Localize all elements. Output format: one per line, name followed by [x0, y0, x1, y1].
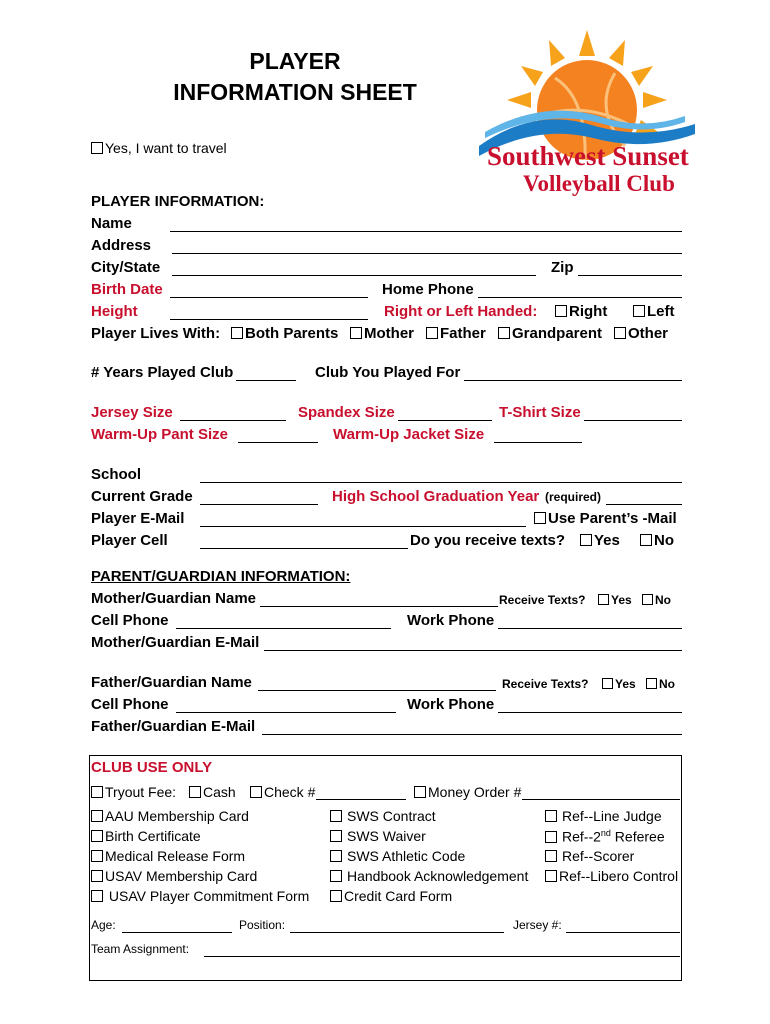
travel-checkbox[interactable] [91, 142, 103, 154]
page-title-line1: PLAYER [249, 48, 341, 74]
usav-commitment-option[interactable] [91, 888, 309, 904]
ref-2nd-referee-checkbox[interactable] [545, 831, 557, 843]
other-option[interactable] [614, 325, 668, 342]
check-number-field[interactable] [316, 799, 406, 800]
height-field[interactable] [170, 319, 368, 320]
medical-release-label: Medical Release Form [105, 848, 246, 864]
texts-no-checkbox[interactable] [640, 534, 652, 546]
mother-work-phone-field[interactable] [498, 628, 682, 629]
other-label: Other [628, 325, 669, 342]
grandparent-checkbox[interactable] [498, 327, 510, 339]
sws-contract-option[interactable] [330, 808, 436, 824]
ref-scorer-label: Ref--Scorer [562, 848, 635, 864]
medical-release-checkbox[interactable] [91, 850, 103, 862]
ref-2nd-superscript: nd [600, 828, 611, 838]
handbook-ack-option[interactable] [330, 868, 528, 884]
hs-grad-field[interactable] [606, 504, 682, 505]
years-club-field[interactable] [236, 380, 296, 381]
left-checkbox[interactable] [633, 305, 645, 317]
usav-commitment-checkbox[interactable] [91, 890, 103, 902]
mother-receive-texts-label: Receive Texts? [499, 593, 586, 607]
father-name-field[interactable] [258, 690, 496, 691]
father-texts-yes-label: Yes [615, 677, 636, 691]
mother-work-phone-label: Work Phone [407, 612, 495, 629]
spandex-size-label: Spandex Size [298, 404, 395, 421]
jersey-size-field[interactable] [180, 420, 286, 421]
father-texts-yes-checkbox[interactable] [602, 678, 613, 689]
city-state-label: City/State [91, 259, 161, 276]
tryout-fee-option[interactable] [91, 784, 176, 800]
ref-libero-label: Ref--Libero Control [559, 868, 679, 884]
school-field[interactable] [200, 482, 682, 483]
mother-texts-no-checkbox[interactable] [642, 594, 653, 605]
grandparent-label: Grandparent [512, 325, 603, 342]
address-field[interactable] [172, 253, 682, 254]
age-label: Age: [91, 918, 116, 932]
father-email-field[interactable] [262, 734, 682, 735]
mother-cell-label: Cell Phone [91, 612, 169, 629]
jersey-size-label: Jersey Size [91, 404, 173, 421]
father-work-phone-field[interactable] [498, 712, 682, 713]
travel-label: Yes, I want to travel [105, 140, 227, 156]
money-order-option[interactable] [414, 784, 521, 800]
sws-waiver-label: SWS Waiver [347, 828, 426, 844]
parent-info-heading: PARENT/GUARDIAN INFORMATION: [91, 568, 351, 585]
texts-yes-checkbox[interactable] [580, 534, 592, 546]
current-grade-label: Current Grade [91, 488, 193, 505]
position-field[interactable] [290, 932, 504, 933]
zip-label: Zip [551, 259, 574, 276]
grandparent-option[interactable] [498, 325, 602, 342]
logo-text-line2: Volleyball Club [523, 171, 675, 196]
ref-line-judge-checkbox[interactable] [545, 810, 557, 822]
warmup-pant-label: Warm-Up Pant Size [91, 426, 228, 443]
address-label: Address [91, 237, 152, 254]
mother-cell-field[interactable] [176, 628, 391, 629]
sws-athletic-code-checkbox[interactable] [330, 850, 342, 862]
usav-commitment-label: USAV Player Commitment Form [105, 888, 310, 904]
father-receive-texts-label: Receive Texts? [502, 677, 589, 691]
father-texts-yes-option[interactable] [602, 677, 636, 691]
credit-card-form-option[interactable] [330, 888, 452, 904]
tryout-fee-label: Tryout Fee: [105, 784, 177, 800]
position-label: Position: [239, 918, 286, 932]
ref-line-judge-option[interactable] [545, 808, 662, 824]
age-field[interactable] [122, 932, 232, 933]
cash-checkbox[interactable] [189, 786, 201, 798]
father-texts-no-checkbox[interactable] [646, 678, 657, 689]
receive-texts-question: Do you receive texts? [410, 532, 566, 549]
player-cell-label: Player Cell [91, 532, 168, 549]
mother-label: Mother [364, 325, 414, 342]
father-checkbox[interactable] [426, 327, 438, 339]
warmup-jacket-label: Warm-Up Jacket Size [333, 426, 485, 443]
mother-name-label: Mother/Guardian Name [91, 590, 257, 607]
city-state-field[interactable] [172, 275, 536, 276]
both-parents-checkbox[interactable] [231, 327, 243, 339]
team-assignment-field[interactable] [204, 956, 680, 957]
handed-label: Right or Left Handed: [384, 303, 538, 320]
player-info-heading: PLAYER INFORMATION: [91, 193, 265, 210]
home-phone-label: Home Phone [382, 281, 474, 298]
birth-date-field[interactable] [170, 297, 368, 298]
usav-card-checkbox[interactable] [91, 870, 103, 882]
sws-waiver-checkbox[interactable] [330, 830, 342, 842]
hs-grad-label: High School Graduation Year [332, 488, 540, 505]
mother-checkbox[interactable] [350, 327, 362, 339]
both-parents-option[interactable] [231, 325, 338, 342]
left-handed-option[interactable] [633, 303, 675, 320]
other-checkbox[interactable] [614, 327, 626, 339]
height-label: Height [91, 303, 138, 320]
page-title-line2: INFORMATION SHEET [173, 79, 417, 105]
cash-label: Cash [203, 784, 236, 800]
sws-contract-label: SWS Contract [347, 808, 436, 824]
ref-libero-option[interactable] [545, 868, 678, 884]
birth-certificate-label: Birth Certificate [105, 828, 201, 844]
birth-certificate-checkbox[interactable] [91, 830, 103, 842]
father-texts-no-option[interactable] [646, 677, 675, 691]
mother-texts-yes-checkbox[interactable] [598, 594, 609, 605]
ref-libero-checkbox[interactable] [545, 870, 557, 882]
father-label: Father [440, 325, 486, 342]
texts-yes-option[interactable] [580, 532, 620, 549]
player-email-label: Player E-Mail [91, 510, 185, 527]
club-logo [475, 28, 700, 203]
mother-name-field[interactable] [260, 606, 498, 607]
aau-card-option[interactable] [91, 808, 249, 824]
use-parents-email-label: Use Parent’s -Mail [548, 510, 677, 527]
current-grade-field[interactable] [200, 504, 318, 505]
use-parents-email-option[interactable] [534, 510, 677, 527]
right-checkbox[interactable] [555, 305, 567, 317]
logo-text-line1: Southwest Sunset [487, 141, 689, 171]
mother-texts-yes-label: Yes [611, 593, 632, 607]
use-parents-email-checkbox[interactable] [534, 512, 546, 524]
credit-card-form-label: Credit Card Form [344, 888, 453, 904]
check-option[interactable] [250, 784, 315, 800]
left-label: Left [647, 303, 675, 320]
mother-option[interactable] [350, 325, 414, 342]
ref-2nd-label: Ref--2 [562, 828, 601, 845]
player-cell-field[interactable] [200, 548, 408, 549]
handbook-ack-label: Handbook Acknowledgement [347, 868, 529, 884]
sws-athletic-code-label: SWS Athletic Code [347, 848, 466, 864]
texts-yes-label: Yes [594, 532, 620, 549]
name-field[interactable] [170, 231, 682, 232]
sws-contract-checkbox[interactable] [330, 810, 342, 822]
father-email-label: Father/Guardian E-Mail [91, 718, 256, 735]
cash-option[interactable] [189, 784, 236, 800]
money-order-label: Money Order # [428, 784, 522, 800]
money-order-number-field[interactable] [522, 799, 680, 800]
aau-card-label: AAU Membership Card [105, 808, 249, 824]
sws-athletic-code-option[interactable] [330, 848, 465, 864]
father-name-label: Father/Guardian Name [91, 674, 252, 691]
ref-2nd-referee-option[interactable] [545, 828, 665, 845]
father-option[interactable] [426, 325, 486, 342]
check-label: Check # [264, 784, 316, 800]
father-work-phone-label: Work Phone [407, 696, 495, 713]
money-order-checkbox[interactable] [414, 786, 426, 798]
tshirt-size-field[interactable] [584, 420, 682, 421]
both-parents-label: Both Parents [245, 325, 339, 342]
zip-field[interactable] [578, 275, 682, 276]
sws-waiver-option[interactable] [330, 828, 426, 844]
aau-card-checkbox[interactable] [91, 810, 103, 822]
ref-2nd-rest: Referee [610, 828, 665, 845]
medical-release-option[interactable] [91, 848, 245, 864]
school-label: School [91, 466, 142, 483]
check-checkbox[interactable] [250, 786, 262, 798]
right-handed-option[interactable] [555, 303, 607, 320]
birth-certificate-option[interactable] [91, 828, 201, 844]
home-phone-field[interactable] [478, 297, 682, 298]
usav-card-label: USAV Membership Card [105, 868, 258, 884]
mother-texts-yes-option[interactable] [598, 593, 632, 607]
mother-email-label: Mother/Guardian E-Mail [91, 634, 260, 651]
jersey-number-field[interactable] [566, 932, 680, 933]
club-played-field[interactable] [464, 380, 682, 381]
ref-scorer-checkbox[interactable] [545, 850, 557, 862]
team-assignment-label: Team Assignment: [91, 942, 190, 956]
player-email-field[interactable] [200, 526, 526, 527]
father-cell-field[interactable] [176, 712, 396, 713]
texts-no-label: No [654, 532, 674, 549]
name-label: Name [91, 215, 132, 232]
handbook-ack-checkbox[interactable] [330, 870, 342, 882]
club-played-label: Club You Played For [315, 364, 461, 381]
father-texts-no-label: No [659, 677, 675, 691]
travel-option[interactable] [91, 140, 227, 156]
mother-texts-no-label: No [655, 593, 671, 607]
mother-texts-no-option[interactable] [642, 593, 671, 607]
birth-date-label: Birth Date [91, 281, 163, 298]
usav-card-option[interactable] [91, 868, 257, 884]
ref-scorer-option[interactable] [545, 848, 634, 864]
tryout-fee-checkbox[interactable] [91, 786, 103, 798]
club-use-heading: CLUB USE ONLY [91, 759, 213, 776]
warmup-pant-field[interactable] [238, 442, 318, 443]
ref-line-judge-label: Ref--Line Judge [562, 808, 662, 824]
texts-no-option[interactable] [640, 532, 674, 549]
years-club-label: # Years Played Club [91, 364, 234, 381]
required-note: (required) [545, 490, 602, 504]
credit-card-form-checkbox[interactable] [330, 890, 342, 902]
warmup-jacket-field[interactable] [494, 442, 582, 443]
right-label: Right [569, 303, 608, 320]
mother-email-field[interactable] [264, 650, 682, 651]
spandex-size-field[interactable] [398, 420, 492, 421]
jersey-number-label: Jersey #: [513, 918, 562, 932]
lives-with-label: Player Lives With: [91, 325, 221, 342]
father-cell-label: Cell Phone [91, 696, 169, 713]
tshirt-size-label: T-Shirt Size [499, 404, 581, 421]
